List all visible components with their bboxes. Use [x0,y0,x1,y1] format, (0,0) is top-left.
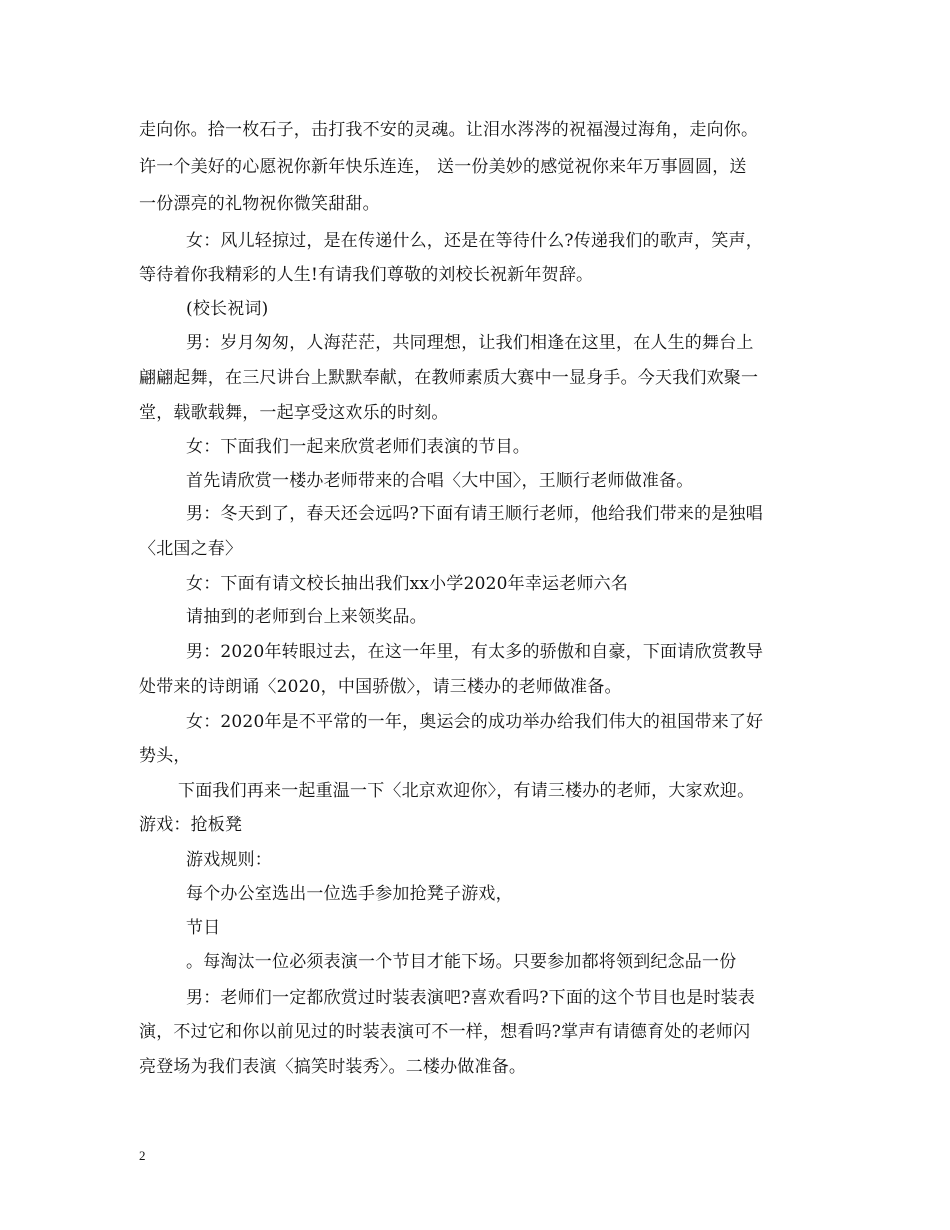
text-line: 堂，载歌载舞，一起享受这欢乐的时刻。 [139,403,449,423]
text-line: 男：冬天到了，春天还会远吗?下面有请王顺行老师，他给我们带来的是独唱 [186,504,763,524]
text-line: 演，不过它和你以前见过的时装表演可不一样，想看吗?掌声有请德育处的老师闪 [139,1022,751,1042]
text-line: 亮登场为我们表演〈搞笑时装秀〉。二楼办做准备。 [139,1057,527,1077]
text-line: 节日 [186,918,221,938]
text-line: 女：下面我们一起来欣赏老师们表演的节目。 [186,437,530,457]
text-line: 游戏规则： [186,850,272,870]
text-line: 女：风儿轻掠过，是在传递什么，还是在等待什么?传递我们的歌声，笑声， [186,231,763,251]
text-line: 下面我们再来一起重温一下〈北京欢迎你〉，有请三楼办的老师，大家欢迎。 [178,781,755,801]
text-line: 男：岁月匆匆，人海茫茫，共同理想，让我们相逢在这里，在人生的舞台上 [186,333,754,353]
text-line: 请抽到的老师到台上来领奖品。 [186,607,427,627]
text-line: 男：2020年转眼过去，在这一年里，有太多的骄傲和自豪，下面请欣赏教导 [186,642,764,662]
text-line: 处带来的诗朗诵〈2020，中国骄傲〉，请三楼办的老师做准备。 [139,677,622,697]
text-line: 翩翩起舞，在三尺讲台上默默奉献，在教师素质大赛中一显身手。今天我们欢聚一 [139,368,759,388]
text-line: 女：下面有请文校长抽出我们xx小学2020年幸运老师六名 [186,574,629,594]
text-line: 男：老师们一定都欣赏过时装表演吧?喜欢看吗?下面的这个节目也是时装表 [186,988,756,1008]
text-line: 每个办公室选出一位选手参加抢凳子游戏， [186,884,513,904]
text-line: 一份漂亮的礼物祝你微笑甜甜。 [139,194,380,214]
text-line: (校长祝词) [186,299,269,319]
text-line: 〈北国之春〉 [139,539,243,559]
text-line: 走向你。拾一枚石子，击打我不安的灵魂。让泪水涔涔的祝福漫过海角，走向你。 [139,120,759,140]
text-line: 势头， [139,746,191,766]
text-line: 游戏：抢板凳 [139,815,243,835]
text-line: 。每淘汰一位必须表演一个节目才能下场。只要参加都将领到纪念品一份 [186,952,737,972]
text-line: 等待着你我精彩的人生!有请我们尊敬的刘校长祝新年贺辞。 [139,265,594,285]
text-line: 女：2020年是不平常的一年，奥运会的成功举办给我们伟大的祖国带来了好 [186,712,764,732]
page-number: 2 [139,1148,146,1163]
text-line: 首先请欣赏一楼办老师带来的合唱〈大中国〉，王顺行老师做准备。 [186,471,694,491]
text-line: 许一个美好的心愿祝你新年快乐连连， 送一份美妙的感觉祝你来年万事圆圆，送 [139,157,747,177]
